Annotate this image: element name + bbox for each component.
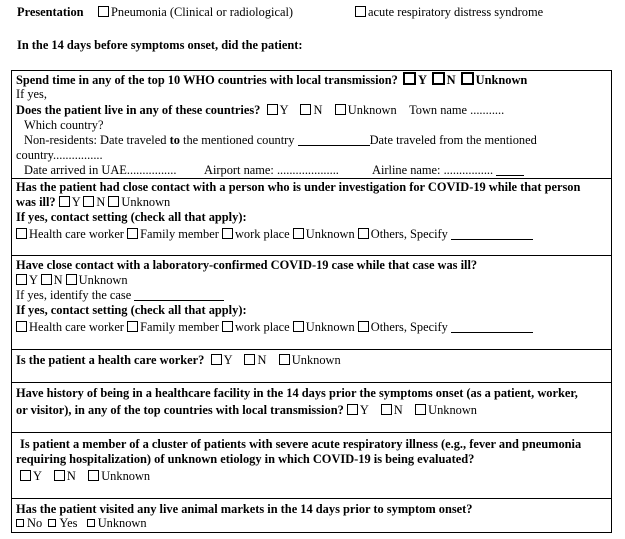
date-from-field[interactable] [298,134,370,146]
checkbox-icon[interactable] [461,72,474,85]
checkbox-icon[interactable] [48,519,56,527]
pneumonia-option[interactable]: Pneumonia (Clinical or radiological) [98,5,293,19]
checkbox-icon[interactable] [108,196,119,207]
checkbox-icon[interactable] [358,321,369,332]
country-field[interactable]: country................ [16,148,103,162]
airport-field[interactable]: Airport name: .................... [204,163,339,177]
checkbox-icon[interactable] [300,104,311,115]
travel-question: Spend time in any of the top 10 WHO countries with local transmission? Y N Unknown [16,73,528,87]
row-divider [11,255,612,256]
checkbox-icon[interactable] [347,404,358,415]
contact-setting-label: If yes, contact setting (check all that apply): [16,303,247,317]
contact-pui-answer: was ill? Y N Unknown [16,195,171,209]
checkbox-icon[interactable] [432,72,445,85]
checkbox-icon[interactable] [88,470,99,481]
presentation-label: Presentation [17,5,84,19]
checkbox-icon[interactable] [267,104,278,115]
cluster-answer: Y N Unknown [20,469,150,483]
checkbox-icon[interactable] [211,354,222,365]
checkbox-icon[interactable] [415,404,426,415]
contact-setting-options: Health care worker Family member work place Unknown Others, Specify [16,320,533,334]
healthcare-facility-question: Have history of being in a healthcare facility in the 14 days prior the symptoms onset (as a patient, worker, [16,386,578,400]
lab-contact-question: Have close contact with a laboratory-confirmed COVID-19 case while that case was ill? [16,258,478,272]
cluster-question: Is patient a member of a cluster of patients with severe acute respiratory illness (e.g., fever and pneumonia [20,437,582,451]
if-yes-label: If yes, [16,87,47,101]
checkbox-icon[interactable] [279,354,290,365]
contact-pui-question: Has the patient had close contact with a person who is under investigation for COVID-19 while that person [16,180,581,194]
checkbox-icon[interactable] [16,274,27,285]
checkbox-icon[interactable] [66,274,77,285]
checkbox-icon[interactable] [127,228,138,239]
identify-case: If yes, identify the case [16,288,224,302]
live-question: Does the patient live in any of these countries? Y N Unknown Town name ........... [16,103,505,117]
identify-case-field[interactable] [134,289,224,301]
hcw-question: Is the patient a health care worker? Y N Unknown [16,353,341,367]
row-divider [11,349,612,350]
cluster-question-cont: requiring hospitalization) of unknown etiology in which COVID-19 is being evaluated? [16,452,475,466]
checkbox-icon[interactable] [222,228,233,239]
which-country-label: Which country? [24,118,104,132]
checkbox-icon[interactable] [293,321,304,332]
checkbox-icon[interactable] [381,404,392,415]
intro-question: In the 14 days before symptoms onset, did the patient: [17,38,303,52]
non-resident-dates: Non-residents: Date traveled to the mentioned country Date traveled from the mentioned [24,133,537,147]
checkbox-icon[interactable] [59,196,70,207]
checkbox-icon[interactable] [20,470,31,481]
ards-option[interactable]: acute respiratory distress syndrome [355,5,543,19]
checkbox-icon[interactable] [87,519,95,527]
checkbox-icon[interactable] [54,470,65,481]
checkbox-icon[interactable] [127,321,138,332]
animal-market-answer: No Yes Unknown [16,516,147,530]
checkbox-icon[interactable] [41,274,52,285]
healthcare-facility-answer: or visitor), in any of the top countries with local transmission? Y N Unknown [16,403,477,417]
checkbox-icon[interactable] [335,104,346,115]
checkbox-icon[interactable] [403,72,416,85]
checkbox-icon[interactable] [355,6,366,17]
checkbox-icon[interactable] [222,321,233,332]
checkbox-icon[interactable] [98,6,109,17]
checkbox-icon[interactable] [358,228,369,239]
others-specify-field[interactable] [451,321,533,333]
checkbox-icon[interactable] [83,196,94,207]
animal-market-question: Has the patient visited any live animal markets in the 14 days prior to symptom onset? [16,502,473,516]
arrival-date-field[interactable]: Date arrived in UAE................ [24,163,177,177]
checkbox-icon[interactable] [16,228,27,239]
checkbox-icon[interactable] [293,228,304,239]
lab-contact-answer: Y N Unknown [16,273,128,287]
airline-field[interactable]: Airline name: ................ [372,163,524,177]
others-specify-field[interactable] [451,228,533,240]
contact-setting-options: Health care worker Family member work place Unknown Others, Specify [16,227,533,241]
checkbox-icon[interactable] [16,321,27,332]
checkbox-icon[interactable] [244,354,255,365]
checkbox-icon[interactable] [16,519,24,527]
row-divider [11,382,612,383]
row-divider [11,432,612,433]
town-name-field[interactable]: Town name ........... [409,103,505,117]
row-divider [11,498,612,499]
row-divider [11,178,612,179]
contact-setting-label: If yes, contact setting (check all that apply): [16,210,247,224]
